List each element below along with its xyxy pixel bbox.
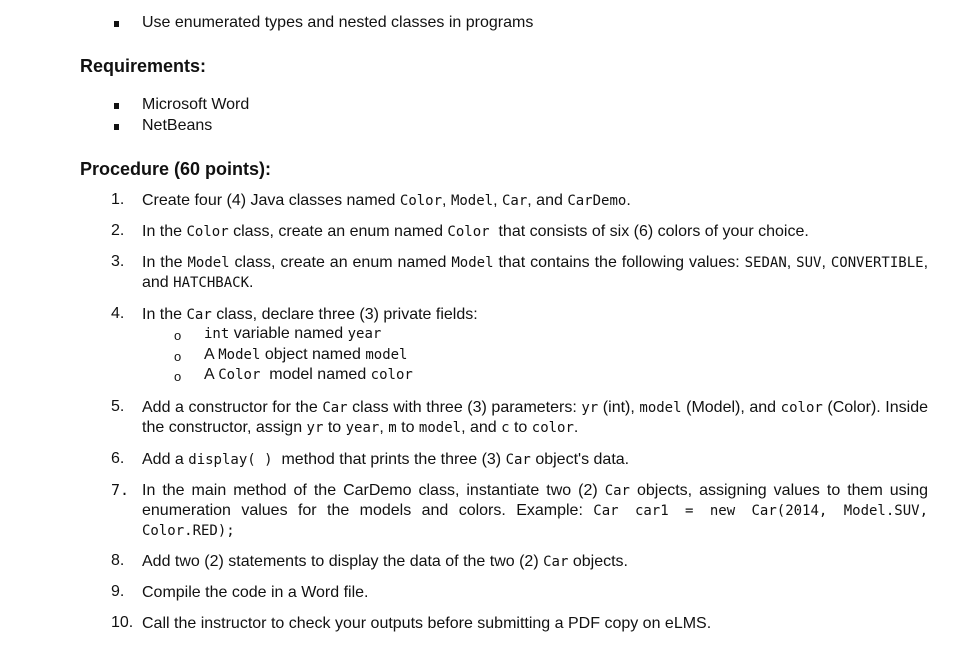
circle-bullet-icon: o [174, 328, 182, 343]
procedure-heading: Procedure (60 points): [80, 159, 272, 179]
square-bullet-icon [114, 21, 119, 27]
requirement-item: NetBeans [142, 117, 213, 134]
code-car: Car [501, 193, 528, 209]
step-number: 10. [111, 614, 134, 631]
field-item: int variable named year [204, 325, 382, 342]
circle-bullet-icon: o [174, 369, 182, 384]
requirements-heading: Requirements: [80, 56, 207, 76]
procedure-step-1: Create four (4) Java classes named Color, Model, Car, and CarDemo. [142, 192, 631, 209]
square-bullet-icon [114, 124, 119, 130]
square-bullet-icon [114, 103, 119, 109]
procedure-step-2: In the Color class, create an enum named Color that consists of six (6) colors of your choice. [142, 223, 809, 240]
code-model: Model [450, 193, 494, 209]
field-item: A Model object named model [204, 346, 408, 363]
procedure-step-6: Add a display( ) method that prints the three (3) Car object's data. [142, 451, 630, 468]
procedure-step-4: In the Car class, declare three (3) private fields: [142, 306, 478, 323]
code-example: Car car1 = new Car(2014, Model.SUV, Color.RED); [142, 503, 929, 539]
step-number: 3. [111, 253, 125, 270]
procedure-step-8: Add two (2) statements to display the data of the two (2) Car objects. [142, 553, 628, 570]
step-number: 7. [111, 481, 130, 499]
code-color: Color [399, 193, 443, 209]
procedure-step-9: Compile the code in a Word file. [142, 584, 369, 601]
code-cardemo: CarDemo [567, 193, 627, 209]
step-number: 4. [111, 305, 125, 322]
circle-bullet-icon: o [174, 349, 182, 364]
requirement-item: Microsoft Word [142, 96, 250, 113]
procedure-step-5: Add a constructor for the Car class with three (3) parameters: yr (int), model (Model), and color (Color). Inside the constructor, assign yr to year, m to model, and c to color. [142, 399, 928, 436]
procedure-step-3: In the Model class, create an enum named Model that contains the following values: SEDAN, SUV, CONVERTIBLE, and HATCHBACK. [142, 254, 929, 291]
field-item: A Color model named color [204, 366, 413, 383]
procedure-step-10: Call the instructor to check your outputs before submitting a PDF copy on eLMS. [142, 615, 712, 632]
step-number: 6. [111, 450, 125, 467]
procedure-step-7: In the main method of the CarDemo class, instantiate two (2) Car objects, assigning values to them using enumeration values for the models and colors. Example: Car car1 = new Car(2014, Model.SUV, Color.RED); [142, 482, 929, 539]
step-number: 1. [111, 191, 125, 208]
step-number: 5. [111, 398, 125, 415]
step-number: 9. [111, 583, 125, 600]
objective-item: Use enumerated types and nested classes in programs [142, 14, 534, 31]
step-number: 2. [111, 222, 125, 239]
step-number: 8. [111, 552, 125, 569]
